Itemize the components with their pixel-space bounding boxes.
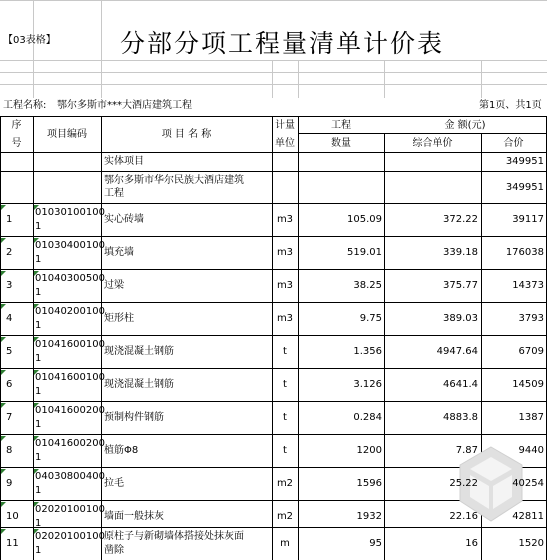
table-border (298, 116, 299, 560)
row-name: 原柱子与新砌墙体搭接处抹灰面 (104, 531, 244, 542)
table-border (0, 269, 547, 270)
table-border (0, 335, 547, 336)
row-unit: m3 (276, 247, 294, 258)
cell-marker-icon (34, 529, 39, 534)
grid-line (272, 60, 273, 98)
row-seq: 10 (6, 511, 19, 522)
project-name: 鄂尔多斯市***大酒店建筑工程 (57, 100, 192, 111)
cell-marker-icon (34, 370, 39, 375)
row-unit-price: 4641.4 (443, 379, 478, 390)
row-name: 过梁 (104, 280, 124, 291)
row-unit: t (283, 379, 287, 390)
row-seq: 8 (6, 445, 13, 456)
cell-marker-icon (34, 436, 39, 441)
cell-marker-icon (1, 238, 6, 243)
cell-marker-icon (34, 238, 39, 243)
row-qty: 1200 (356, 445, 382, 456)
summary-name: 鄂尔多斯市华尔民族大酒店建筑 (104, 175, 244, 186)
cell-marker-icon (1, 370, 6, 375)
row-unit-price: 4947.64 (436, 346, 478, 357)
page-info: 第1页、共1页 (479, 100, 542, 111)
col-header-total: 合价 (503, 138, 524, 149)
row-qty: 1596 (356, 478, 382, 489)
row-name: 现浇混凝土钢筋 (104, 346, 174, 357)
summary-total: 349951 (505, 182, 544, 193)
row-code: 1 (35, 287, 42, 298)
project-label: 工程名称: (3, 100, 47, 111)
table-border (0, 434, 547, 435)
cell-marker-icon (34, 205, 39, 210)
row-qty: 38.25 (353, 280, 382, 291)
row-qty: 105.09 (347, 214, 382, 225)
cell-marker-icon (1, 205, 6, 210)
cell-marker-icon (34, 304, 39, 309)
row-unit-price: 22.16 (449, 511, 478, 522)
row-code: 1 (35, 485, 42, 496)
row-code: 1 (35, 353, 42, 364)
col-header-unit: 计量 (275, 120, 295, 131)
row-seq: 1 (6, 214, 13, 225)
row-total: 39117 (512, 214, 544, 225)
row-unit: m2 (276, 511, 294, 522)
row-seq: 11 (6, 538, 19, 549)
cell-marker-icon (1, 469, 6, 474)
row-name: 凿除 (104, 545, 124, 556)
cell-marker-icon (1, 403, 6, 408)
col-header-amount: 金 额(元) (444, 120, 486, 131)
summary-name: 实体项目 (104, 156, 144, 167)
page-title: 分部分项工程量清单计价表 (120, 29, 445, 58)
table-border (0, 116, 547, 117)
row-seq: 6 (6, 379, 13, 390)
col-header-qty: 数量 (331, 138, 351, 149)
table-border (0, 527, 547, 528)
cell-marker-icon (1, 304, 6, 309)
row-code: 1 (35, 320, 42, 331)
table-border (298, 133, 547, 134)
row-total: 1520 (518, 538, 544, 549)
table-border (0, 171, 547, 172)
row-qty: 1932 (356, 511, 382, 522)
row-code: 01040300500 (35, 273, 105, 284)
cell-marker-icon (1, 337, 6, 342)
col-header-seq: 序 (11, 120, 22, 131)
row-qty: 519.01 (347, 247, 382, 258)
row-code: 1 (35, 452, 42, 463)
row-unit-price: 339.18 (443, 247, 478, 258)
row-total: 14373 (512, 280, 544, 291)
row-qty: 9.75 (359, 313, 382, 324)
row-name: 实心砖墙 (104, 214, 144, 225)
table-border (101, 116, 102, 560)
row-name: 填充墙 (104, 247, 134, 258)
row-unit: m3 (276, 313, 294, 324)
row-code: 01041600200 (35, 438, 105, 449)
cell-marker-icon (1, 502, 6, 507)
col-header-unit: 单位 (275, 138, 295, 149)
row-unit-price: 25.22 (449, 478, 478, 489)
row-unit: m2 (276, 478, 294, 489)
row-qty: 1.356 (353, 346, 382, 357)
grid-line (101, 0, 102, 98)
row-unit: t (283, 412, 287, 423)
col-header-unit-price: 综合单价 (412, 138, 453, 149)
row-unit: t (283, 445, 287, 456)
grid-line (33, 0, 34, 98)
cell-marker-icon (1, 529, 6, 534)
col-header-name: 项 目 名 称 (161, 129, 212, 140)
row-code: 1 (35, 419, 42, 430)
row-unit-price: 372.22 (443, 214, 478, 225)
grid-line (298, 60, 299, 98)
col-header-code: 项目编码 (47, 129, 87, 140)
cell-marker-icon (34, 271, 39, 276)
row-total: 40254 (512, 478, 544, 489)
row-code: 1 (35, 386, 42, 397)
cell-marker-icon (34, 403, 39, 408)
row-unit-price: 16 (465, 538, 478, 549)
col-header-qty: 工程 (331, 120, 351, 131)
table-border (0, 302, 547, 303)
row-total: 1387 (518, 412, 544, 423)
cell-marker-icon (1, 436, 6, 441)
row-code: 01030100100 (35, 207, 105, 218)
summary-total: 349951 (505, 156, 544, 167)
cell-marker-icon (1, 271, 6, 276)
row-code: 1 (35, 518, 42, 529)
cell-marker-icon (34, 337, 39, 342)
grid-line (384, 60, 385, 98)
table-border (0, 236, 547, 237)
table-border (0, 368, 547, 369)
summary-name: 工程 (104, 188, 124, 199)
row-unit: m3 (276, 280, 294, 291)
col-header-seq: 号 (11, 138, 22, 149)
row-code: 01041600100 (35, 339, 105, 350)
grid-line (481, 60, 482, 98)
row-unit-price: 7.87 (455, 445, 478, 456)
table-border (0, 401, 547, 402)
row-code: 02020100100 (35, 504, 105, 515)
row-seq: 4 (6, 313, 13, 324)
row-qty: 0.284 (353, 412, 382, 423)
row-unit: t (283, 346, 287, 357)
row-seq: 3 (6, 280, 13, 291)
grid-line (0, 72, 547, 73)
row-unit-price: 389.03 (443, 313, 478, 324)
row-name: 矩形柱 (104, 313, 134, 324)
row-seq: 7 (6, 412, 13, 423)
row-name: 植筋Φ8 (104, 445, 139, 456)
row-code: 1 (35, 545, 42, 556)
row-code: 01041600100 (35, 372, 105, 383)
row-name: 预制构件钢筋 (104, 412, 164, 423)
row-unit: m3 (276, 214, 294, 225)
grid-line (0, 60, 547, 61)
row-total: 176038 (505, 247, 544, 258)
row-seq: 5 (6, 346, 13, 357)
table-border (272, 116, 273, 560)
row-name: 拉毛 (104, 478, 124, 489)
row-code: 01040200100 (35, 306, 105, 317)
table-border (0, 152, 547, 153)
row-code: 01030400100 (35, 240, 105, 251)
row-qty: 3.126 (353, 379, 382, 390)
row-code: 02020100100 (35, 531, 105, 542)
row-total: 6709 (518, 346, 544, 357)
cell-marker-icon (34, 502, 39, 507)
row-code: 1 (35, 221, 42, 232)
row-unit-price: 4883.8 (443, 412, 478, 423)
row-unit: m (280, 538, 290, 549)
row-seq: 9 (6, 478, 13, 489)
row-total: 3793 (518, 313, 544, 324)
table-border (0, 203, 547, 204)
grid-line (0, 84, 547, 85)
row-total: 14509 (512, 379, 544, 390)
row-qty: 95 (369, 538, 382, 549)
row-total: 9440 (518, 445, 544, 456)
row-code: 01041600200 (35, 405, 105, 416)
row-name: 墙面一般抹灰 (104, 511, 164, 522)
row-code: 04030800400 (35, 471, 105, 482)
grid-line (0, 0, 547, 1)
row-code: 1 (35, 254, 42, 265)
row-unit-price: 375.77 (443, 280, 478, 291)
row-name: 现浇混凝土钢筋 (104, 379, 174, 390)
row-total: 42811 (512, 511, 544, 522)
row-seq: 2 (6, 247, 13, 258)
sheet-tag: 【03表格】 (3, 35, 56, 46)
cell-marker-icon (34, 469, 39, 474)
